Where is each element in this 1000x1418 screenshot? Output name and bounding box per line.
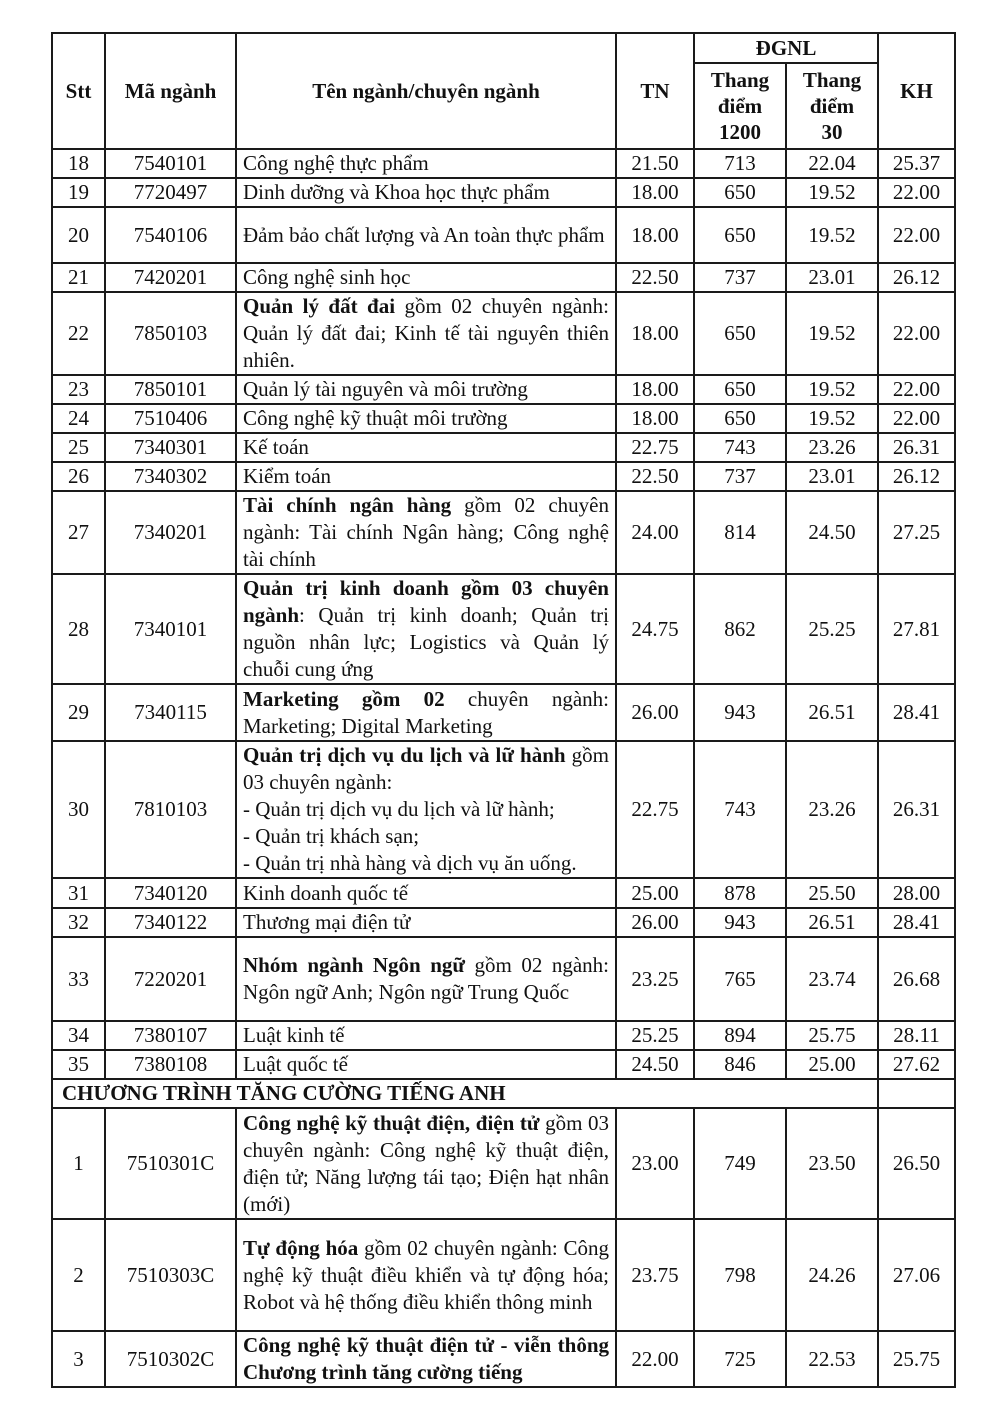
row-code: 7380108 — [105, 1050, 236, 1079]
row-name-text: gồm 03 chuyên ngành: — [243, 743, 609, 794]
row-name-text: : Quản trị kinh doanh; Quản trị nguồn nhân lực; Logistics và Quản lý chuỗi cung ứng — [243, 603, 609, 681]
row-code: 7340301 — [105, 433, 236, 462]
row-dgnl-1200: 650 — [694, 375, 786, 404]
row-code: 7340122 — [105, 908, 236, 937]
row-name — [236, 462, 616, 491]
row-dgnl-30: 19.52 — [786, 404, 878, 433]
row-dgnl-1200: 814 — [694, 491, 786, 574]
row-name-bold: Tự động hóa — [243, 1235, 359, 1260]
row-tn: 22.75 — [616, 741, 694, 878]
row-dgnl-1200: 713 — [694, 149, 786, 178]
header-thang-30-line2: điểm — [809, 94, 855, 118]
row-kh: 28.11 — [878, 1021, 955, 1050]
row-name-text: gồm 02 ngành: Ngôn ngữ Anh; Ngôn ngữ Trung Quốc — [243, 953, 609, 1004]
table-row — [52, 433, 955, 462]
row-name-bold: Công nghệ kỹ thuật điện tử - viễn thông Chương trình tăng cường tiếng — [243, 1333, 609, 1384]
header-thang-30-line1: Thang — [802, 68, 862, 92]
row-tn: 24.50 — [616, 1050, 694, 1079]
row-name — [236, 1331, 616, 1387]
table-row — [52, 741, 955, 878]
row-tn: 18.00 — [616, 178, 694, 207]
row-name — [236, 1021, 616, 1050]
row-tn: 23.75 — [616, 1219, 694, 1331]
table-row — [52, 908, 955, 937]
header-thang-30 — [786, 63, 878, 149]
row-stt: 2 — [52, 1219, 105, 1331]
row-tn: 22.75 — [616, 433, 694, 462]
row-dgnl-1200: 765 — [694, 937, 786, 1021]
row-name-bold: Marketing gồm 02 — [243, 686, 445, 711]
row-dgnl-30: 23.50 — [786, 1108, 878, 1219]
row-dgnl-30: 22.53 — [786, 1331, 878, 1387]
row-name-text: Thương mại điện tử — [243, 910, 411, 934]
row-dgnl-1200: 749 — [694, 1108, 786, 1219]
table-body — [52, 149, 955, 1387]
row-dgnl-30: 24.50 — [786, 491, 878, 574]
row-dgnl-30: 19.52 — [786, 178, 878, 207]
row-stt: 19 — [52, 178, 105, 207]
row-stt: 27 — [52, 491, 105, 574]
row-kh: 22.00 — [878, 292, 955, 375]
row-name — [236, 292, 616, 375]
header-dgnl: ĐGNL — [694, 33, 878, 63]
section-row — [52, 1079, 955, 1108]
row-tn: 21.50 — [616, 149, 694, 178]
row-stt: 28 — [52, 574, 105, 684]
row-code: 7510406 — [105, 404, 236, 433]
row-stt: 26 — [52, 462, 105, 491]
row-name — [236, 684, 616, 741]
table-row — [52, 292, 955, 375]
row-name-bold: Quản lý đất đai — [243, 294, 396, 318]
table-row — [52, 878, 955, 908]
row-dgnl-30: 25.25 — [786, 574, 878, 684]
row-dgnl-30: 25.00 — [786, 1050, 878, 1079]
row-dgnl-1200: 862 — [694, 574, 786, 684]
row-code: 7420201 — [105, 263, 236, 292]
row-stt: 29 — [52, 684, 105, 741]
row-dgnl-1200: 650 — [694, 292, 786, 375]
header-kh: KH — [878, 33, 955, 149]
row-dgnl-30: 23.74 — [786, 937, 878, 1021]
admission-score-table — [51, 32, 956, 1388]
row-stt: 3 — [52, 1331, 105, 1387]
row-dgnl-30: 26.51 — [786, 908, 878, 937]
row-stt: 34 — [52, 1021, 105, 1050]
row-tn: 26.00 — [616, 908, 694, 937]
row-dgnl-30: 23.01 — [786, 462, 878, 491]
row-dgnl-1200: 650 — [694, 207, 786, 263]
table-row — [52, 404, 955, 433]
row-name-text: Luật kinh tế — [243, 1023, 345, 1047]
table-row — [52, 462, 955, 491]
row-code: 7810103 — [105, 741, 236, 878]
row-tn: 25.25 — [616, 1021, 694, 1050]
row-dgnl-1200: 894 — [694, 1021, 786, 1050]
row-kh: 27.81 — [878, 574, 955, 684]
row-kh: 26.50 — [878, 1108, 955, 1219]
row-dgnl-1200: 798 — [694, 1219, 786, 1331]
section-title: CHƯƠNG TRÌNH TĂNG CƯỜNG TIẾNG ANH — [52, 1079, 878, 1108]
row-tn: 22.50 — [616, 263, 694, 292]
row-dgnl-1200: 725 — [694, 1331, 786, 1387]
row-name-text: Quản lý tài nguyên và môi trường — [243, 377, 528, 401]
row-name-subitem: - Quản trị nhà hàng và dịch vụ ăn uống. — [243, 851, 577, 875]
row-stt: 23 — [52, 375, 105, 404]
row-name-text: Dinh dưỡng và Khoa học thực phẩm — [243, 180, 550, 204]
row-name-subitem: - Quản trị khách sạn; — [243, 824, 420, 848]
header-stt: Stt — [52, 33, 105, 149]
row-kh: 28.41 — [878, 684, 955, 741]
row-name-bold: Quản trị kinh doanh gồm 03 chuyên ngành — [243, 576, 609, 627]
row-name-text: Luật quốc tế — [243, 1052, 348, 1076]
row-dgnl-30: 26.51 — [786, 684, 878, 741]
row-kh: 26.12 — [878, 263, 955, 292]
row-name — [236, 1219, 616, 1331]
header-thang-30-line3: 30 — [821, 120, 843, 144]
row-code: 7340115 — [105, 684, 236, 741]
row-code: 7540101 — [105, 149, 236, 178]
row-name-bold: Tài chính ngân hàng — [243, 493, 452, 517]
row-code: 7720497 — [105, 178, 236, 207]
section-empty-cell — [878, 1079, 955, 1108]
row-dgnl-30: 23.26 — [786, 741, 878, 878]
row-kh: 26.12 — [878, 462, 955, 491]
row-name-text: gồm 02 chuyên ngành: Quản lý đất đai; Kinh tế tài nguyên thiên nhiên. — [243, 294, 609, 372]
row-dgnl-1200: 943 — [694, 908, 786, 937]
row-tn: 25.00 — [616, 878, 694, 908]
row-stt: 30 — [52, 741, 105, 878]
row-code: 7340101 — [105, 574, 236, 684]
row-dgnl-30: 24.26 — [786, 1219, 878, 1331]
row-tn: 26.00 — [616, 684, 694, 741]
header-thang-1200-line1: Thang — [710, 68, 770, 92]
table-row — [52, 178, 955, 207]
row-tn: 18.00 — [616, 375, 694, 404]
row-name — [236, 207, 616, 263]
row-dgnl-1200: 737 — [694, 263, 786, 292]
table-row — [52, 375, 955, 404]
row-tn: 23.00 — [616, 1108, 694, 1219]
row-code: 7510302C — [105, 1331, 236, 1387]
row-tn: 24.00 — [616, 491, 694, 574]
row-name — [236, 937, 616, 1021]
row-name-text: Kinh doanh quốc tế — [243, 880, 409, 905]
row-dgnl-1200: 743 — [694, 741, 786, 878]
row-stt: 1 — [52, 1108, 105, 1219]
row-kh: 26.31 — [878, 433, 955, 462]
row-dgnl-1200: 650 — [694, 178, 786, 207]
row-dgnl-30: 25.75 — [786, 1021, 878, 1050]
row-stt: 33 — [52, 937, 105, 1021]
row-stt: 35 — [52, 1050, 105, 1079]
row-kh: 22.00 — [878, 375, 955, 404]
row-name-text: Đảm bảo chất lượng và An toàn thực phẩm — [243, 222, 605, 247]
row-name — [236, 149, 616, 178]
row-kh: 22.00 — [878, 207, 955, 263]
row-name-text: Kế toán — [243, 435, 309, 459]
row-code: 7510303C — [105, 1219, 236, 1331]
row-kh: 27.06 — [878, 1219, 955, 1331]
header-ma-nganh: Mã ngành — [105, 33, 236, 149]
row-stt: 24 — [52, 404, 105, 433]
row-code: 7540106 — [105, 207, 236, 263]
row-name — [236, 491, 616, 574]
row-dgnl-1200: 846 — [694, 1050, 786, 1079]
row-name-text: Công nghệ thực phẩm — [243, 151, 429, 175]
row-code: 7220201 — [105, 937, 236, 1021]
row-dgnl-30: 19.52 — [786, 292, 878, 375]
row-name — [236, 878, 616, 908]
header-thang-1200-line2: điểm — [717, 94, 763, 118]
row-stt: 20 — [52, 207, 105, 263]
row-kh: 28.41 — [878, 908, 955, 937]
row-code: 7340302 — [105, 462, 236, 491]
row-dgnl-30: 23.26 — [786, 433, 878, 462]
header-tn: TN — [616, 33, 694, 149]
row-dgnl-1200: 943 — [694, 684, 786, 741]
table-row — [52, 1108, 955, 1219]
row-kh: 25.37 — [878, 149, 955, 178]
row-kh: 27.62 — [878, 1050, 955, 1079]
row-name-text: gồm 02 chuyên ngành: Công nghệ kỹ thuật điều khiển và tự động hóa; Robot và hệ thống điều khiển thông minh — [243, 1235, 609, 1314]
row-name — [236, 1108, 616, 1219]
row-dgnl-30: 19.52 — [786, 375, 878, 404]
table-row — [52, 937, 955, 1021]
row-dgnl-30: 23.01 — [786, 263, 878, 292]
row-stt: 21 — [52, 263, 105, 292]
row-name-text: gồm 03 chuyên ngành: Công nghệ kỹ thuật điện, điện tử; Năng lượng tái tạo; Điện hạt nhân (mới) — [243, 1110, 610, 1216]
row-name — [236, 1050, 616, 1079]
row-dgnl-1200: 650 — [694, 404, 786, 433]
row-dgnl-1200: 743 — [694, 433, 786, 462]
row-name-subitem: - Quản trị dịch vụ du lịch và lữ hành; — [243, 797, 555, 821]
row-name-bold: Nhóm ngành Ngôn ngữ — [243, 953, 465, 977]
row-name-text: Kiểm toán — [243, 464, 332, 488]
row-kh: 22.00 — [878, 404, 955, 433]
header-thang-1200-line3: 1200 — [719, 120, 761, 144]
row-tn: 23.25 — [616, 937, 694, 1021]
table-row — [52, 1021, 955, 1050]
row-tn: 22.00 — [616, 1331, 694, 1387]
row-code: 7850101 — [105, 375, 236, 404]
row-code: 7510301C — [105, 1108, 236, 1219]
row-name — [236, 741, 616, 878]
row-stt: 32 — [52, 908, 105, 937]
row-dgnl-30: 25.50 — [786, 878, 878, 908]
table-row — [52, 684, 955, 741]
row-dgnl-1200: 737 — [694, 462, 786, 491]
table-row — [52, 1331, 955, 1387]
table-row — [52, 1219, 955, 1331]
table-header — [52, 33, 955, 149]
table-row — [52, 574, 955, 684]
row-name — [236, 574, 616, 684]
table-row — [52, 1050, 955, 1079]
row-name-text: chuyên ngành: Marketing; Digital Marketing — [243, 686, 609, 738]
row-dgnl-30: 19.52 — [786, 207, 878, 263]
row-name — [236, 404, 616, 433]
row-name-text: gồm 02 chuyên ngành: Tài chính Ngân hàng; Công nghệ tài chính — [243, 493, 609, 571]
row-name — [236, 375, 616, 404]
row-stt: 31 — [52, 878, 105, 908]
row-kh: 28.00 — [878, 878, 955, 908]
row-kh: 27.25 — [878, 491, 955, 574]
row-code: 7850103 — [105, 292, 236, 375]
row-name — [236, 178, 616, 207]
header-thang-1200 — [694, 63, 786, 149]
row-name-bold: Quản trị dịch vụ du lịch và lữ hành — [243, 743, 566, 767]
row-stt: 25 — [52, 433, 105, 462]
table-row — [52, 491, 955, 574]
row-tn: 22.50 — [616, 462, 694, 491]
header-ten-nganh: Tên ngành/chuyên ngành — [236, 33, 616, 149]
row-name — [236, 433, 616, 462]
row-stt: 18 — [52, 149, 105, 178]
row-kh: 22.00 — [878, 178, 955, 207]
row-tn: 18.00 — [616, 207, 694, 263]
row-kh: 26.68 — [878, 937, 955, 1021]
row-code: 7380107 — [105, 1021, 236, 1050]
row-dgnl-30: 22.04 — [786, 149, 878, 178]
table-row — [52, 149, 955, 178]
row-code: 7340201 — [105, 491, 236, 574]
row-name-text: Công nghệ kỹ thuật môi trường — [243, 406, 508, 430]
row-tn: 24.75 — [616, 574, 694, 684]
row-stt: 22 — [52, 292, 105, 375]
table-row — [52, 263, 955, 292]
row-dgnl-1200: 878 — [694, 878, 786, 908]
row-kh: 26.31 — [878, 741, 955, 878]
row-name — [236, 908, 616, 937]
row-name-text: Công nghệ sinh học — [243, 265, 411, 289]
table-row — [52, 207, 955, 263]
row-tn: 18.00 — [616, 404, 694, 433]
row-tn: 18.00 — [616, 292, 694, 375]
row-name — [236, 263, 616, 292]
row-kh: 25.75 — [878, 1331, 955, 1387]
row-name-bold: Công nghệ kỹ thuật điện, điện tử — [243, 1110, 540, 1135]
row-code: 7340120 — [105, 878, 236, 908]
